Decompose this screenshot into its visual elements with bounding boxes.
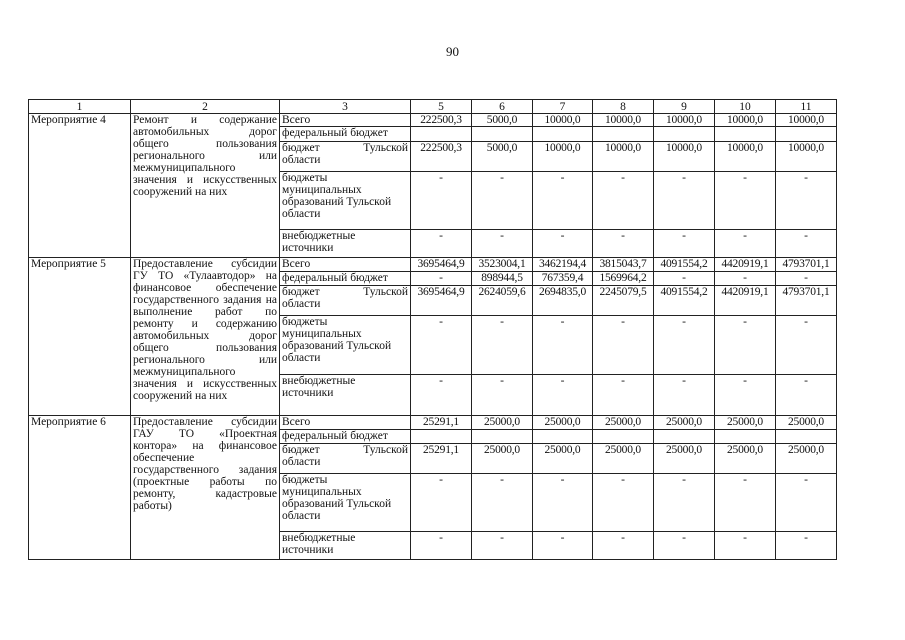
value-cell: 4091554,2 <box>654 258 715 272</box>
value-cell: 5000,0 <box>472 114 533 127</box>
value-cell: - <box>776 272 837 286</box>
source-federal: федеральный бюджет <box>280 430 411 444</box>
value-cell: 25291,1 <box>411 444 472 474</box>
source-total: Всего <box>280 416 411 430</box>
value-cell: 10000,0 <box>715 114 776 127</box>
value-cell: - <box>472 316 533 375</box>
value-cell: 25291,1 <box>411 416 472 430</box>
value-cell <box>715 127 776 142</box>
value-cell: 25000,0 <box>593 444 654 474</box>
table-row <box>29 114 837 127</box>
value-cell: - <box>776 230 837 258</box>
value-cell: - <box>533 474 593 532</box>
value-cell: - <box>654 316 715 375</box>
value-cell: - <box>654 172 715 230</box>
source-regional <box>280 142 411 172</box>
value-cell: - <box>411 272 472 286</box>
table-row <box>29 258 837 272</box>
header-cell: 5 <box>411 100 472 114</box>
value-cell <box>776 430 837 444</box>
value-cell: - <box>776 172 837 230</box>
value-cell: - <box>593 474 654 532</box>
value-cell: 4793701,1 <box>776 258 837 272</box>
value-cell <box>593 127 654 142</box>
value-cell: - <box>715 172 776 230</box>
source-regional <box>280 444 411 474</box>
source-municipal: бюджеты муниципальных образований Тульской области <box>280 172 411 230</box>
value-cell <box>411 127 472 142</box>
header-cell: 8 <box>593 100 654 114</box>
source-regional-region: Тульской <box>363 444 408 456</box>
value-cell: 222500,3 <box>411 114 472 127</box>
value-cell: 25000,0 <box>715 444 776 474</box>
program-table <box>28 99 837 560</box>
value-cell: 25000,0 <box>472 444 533 474</box>
value-cell: - <box>715 375 776 416</box>
value-cell: - <box>776 532 837 560</box>
source-municipal: бюджеты муниципальных образований Тульской области <box>280 316 411 375</box>
event-description: Предоставление субсидии ГАУ ТО «Проектная контора» на финансовое обеспечение государственного задания (проектные работы по ремонту, кадастровые работы) <box>131 416 280 560</box>
table-row <box>29 416 837 430</box>
source-regional-area: области <box>282 154 321 166</box>
value-cell: 10000,0 <box>776 142 837 172</box>
header-cell: 11 <box>776 100 837 114</box>
value-cell: - <box>411 316 472 375</box>
source-regional-area: области <box>282 456 321 468</box>
value-cell: 4793701,1 <box>776 286 837 316</box>
value-cell: - <box>776 316 837 375</box>
value-cell: 3462194,4 <box>533 258 593 272</box>
value-cell <box>776 127 837 142</box>
value-cell: - <box>715 474 776 532</box>
value-cell: - <box>533 532 593 560</box>
header-cell: 3 <box>280 100 411 114</box>
value-cell <box>593 430 654 444</box>
value-cell: - <box>715 316 776 375</box>
source-extra: внебюджетные источники <box>280 230 411 258</box>
value-cell: - <box>654 230 715 258</box>
value-cell: 25000,0 <box>593 416 654 430</box>
value-cell: 25000,0 <box>776 416 837 430</box>
source-regional-region: Тульской <box>363 286 408 298</box>
value-cell: 3695464,9 <box>411 286 472 316</box>
value-cell: 3523004,1 <box>472 258 533 272</box>
value-cell <box>654 430 715 444</box>
event-name: Мероприятие 5 <box>29 258 131 416</box>
value-cell <box>715 430 776 444</box>
value-cell: 25000,0 <box>533 444 593 474</box>
value-cell: - <box>593 532 654 560</box>
value-cell: - <box>654 272 715 286</box>
header-cell: 2 <box>131 100 280 114</box>
value-cell: - <box>654 375 715 416</box>
value-cell: 10000,0 <box>533 114 593 127</box>
value-cell: - <box>472 532 533 560</box>
value-cell: 10000,0 <box>593 114 654 127</box>
source-regional-area: области <box>282 298 321 310</box>
value-cell: 1569964,2 <box>593 272 654 286</box>
value-cell: 767359,4 <box>533 272 593 286</box>
header-cell: 7 <box>533 100 593 114</box>
value-cell: 898944,5 <box>472 272 533 286</box>
value-cell: 4091554,2 <box>654 286 715 316</box>
source-extra: внебюджетные источники <box>280 532 411 560</box>
source-regional <box>280 286 411 316</box>
value-cell: - <box>411 375 472 416</box>
value-cell: 25000,0 <box>654 416 715 430</box>
value-cell: - <box>472 172 533 230</box>
value-cell: - <box>533 316 593 375</box>
value-cell: - <box>411 532 472 560</box>
header-cell: 9 <box>654 100 715 114</box>
value-cell: - <box>533 172 593 230</box>
value-cell: - <box>593 172 654 230</box>
value-cell: - <box>411 474 472 532</box>
value-cell: 3815043,7 <box>593 258 654 272</box>
value-cell: 2694835,0 <box>533 286 593 316</box>
value-cell: - <box>593 230 654 258</box>
value-cell: - <box>472 474 533 532</box>
value-cell: - <box>533 230 593 258</box>
value-cell: - <box>715 272 776 286</box>
source-total: Всего <box>280 114 411 127</box>
value-cell: 25000,0 <box>533 416 593 430</box>
value-cell: 4420919,1 <box>715 286 776 316</box>
header-cell: 6 <box>472 100 533 114</box>
source-regional-word: бюджет <box>282 286 320 298</box>
header-cell: 1 <box>29 100 131 114</box>
value-cell <box>533 127 593 142</box>
value-cell: 222500,3 <box>411 142 472 172</box>
value-cell: 25000,0 <box>776 444 837 474</box>
value-cell: 10000,0 <box>715 142 776 172</box>
header-row <box>29 100 837 114</box>
source-regional-region: Тульской <box>363 142 408 154</box>
value-cell <box>654 127 715 142</box>
value-cell: 4420919,1 <box>715 258 776 272</box>
value-cell: - <box>472 230 533 258</box>
value-cell: - <box>593 316 654 375</box>
value-cell: 10000,0 <box>776 114 837 127</box>
source-municipal: бюджеты муниципальных образований Тульской области <box>280 474 411 532</box>
value-cell: 3695464,9 <box>411 258 472 272</box>
value-cell: - <box>593 375 654 416</box>
value-cell <box>472 127 533 142</box>
source-total: Всего <box>280 258 411 272</box>
value-cell: 10000,0 <box>593 142 654 172</box>
source-regional-word: бюджет <box>282 444 320 456</box>
event-description: Предоставление субсидии ГУ ТО «Тулаавтодор» на финансовое обеспечение государственного задания на выполнение работ по ремонту и содержанию автомобильных дорог общего пользования регионального или межмуниципального значения и искусственных сооружений на них <box>131 258 280 416</box>
value-cell: - <box>411 230 472 258</box>
value-cell: - <box>776 375 837 416</box>
value-cell: 25000,0 <box>472 416 533 430</box>
value-cell <box>411 430 472 444</box>
value-cell: - <box>411 172 472 230</box>
source-extra: внебюджетные источники <box>280 375 411 416</box>
value-cell: - <box>654 532 715 560</box>
value-cell <box>533 430 593 444</box>
source-federal: федеральный бюджет <box>280 272 411 286</box>
value-cell: 25000,0 <box>715 416 776 430</box>
value-cell: 5000,0 <box>472 142 533 172</box>
value-cell: - <box>715 230 776 258</box>
event-description: Ремонт и содержание автомобильных дорог общего пользования регионального или межмуниципального значения и искусственных сооружений на них <box>131 114 280 258</box>
event-name: Мероприятие 4 <box>29 114 131 258</box>
header-cell: 10 <box>715 100 776 114</box>
value-cell: - <box>715 532 776 560</box>
value-cell: - <box>533 375 593 416</box>
event-name: Мероприятие 6 <box>29 416 131 560</box>
value-cell: 25000,0 <box>654 444 715 474</box>
source-regional-word: бюджет <box>282 142 320 154</box>
value-cell: 10000,0 <box>654 142 715 172</box>
value-cell <box>472 430 533 444</box>
value-cell: 10000,0 <box>654 114 715 127</box>
value-cell: - <box>654 474 715 532</box>
value-cell: 2245079,5 <box>593 286 654 316</box>
value-cell: 2624059,6 <box>472 286 533 316</box>
value-cell: 10000,0 <box>533 142 593 172</box>
page-number: 90 <box>446 44 459 59</box>
source-federal: федеральный бюджет <box>280 127 411 142</box>
value-cell: - <box>776 474 837 532</box>
value-cell: - <box>472 375 533 416</box>
